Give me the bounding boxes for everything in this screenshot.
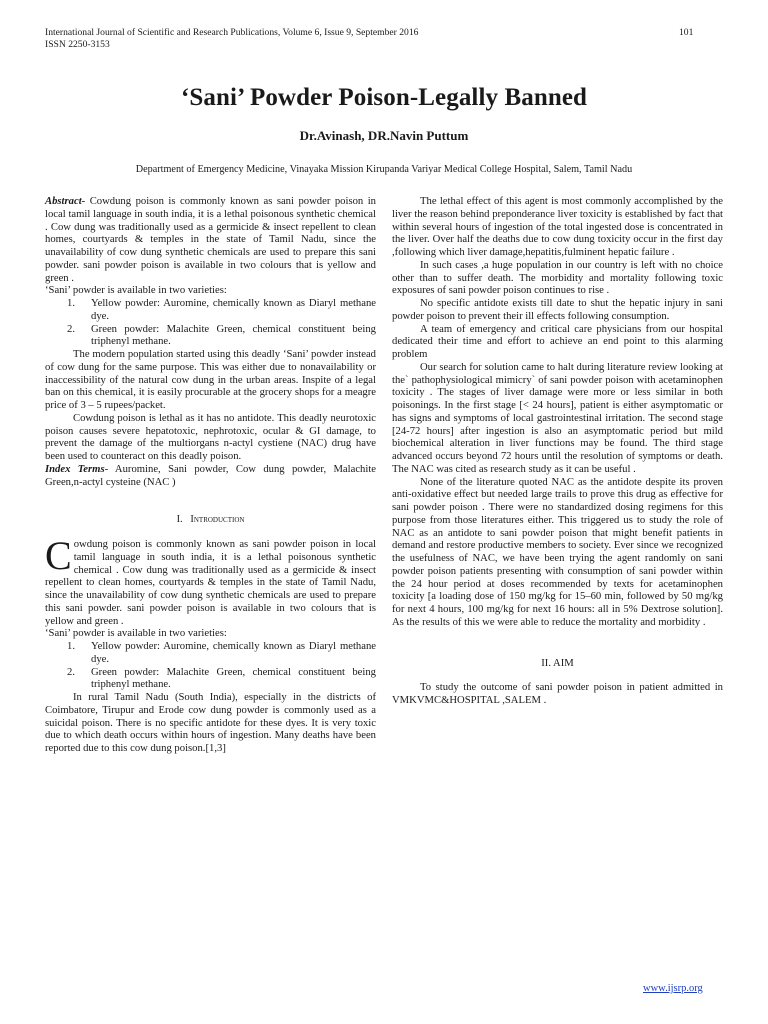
list-text: Yellow powder: Auromine, chemically known as Diaryl methane dye. <box>91 298 376 322</box>
intro-varieties-list <box>45 641 376 692</box>
body-paragraph: A team of emergency and critical care physicians from our hospital dedicated their time and effort to achieve an end point to this alarming problem <box>392 323 723 360</box>
paper-title: ‘Sani’ Powder Poison-Legally Banned <box>180 84 588 111</box>
abstract-label: Abstract- <box>45 196 86 207</box>
abstract-paragraph: Cowdung poison is lethal as it has no antidote. This deadly neurotoxic poison causes severe hepatotoxic, nephrotoxic, ocular & GI damage, to prevent the damage of the multiorgans n-actyl cystiene (NAC) drug have been used to counteract on this deadly poison. <box>45 412 376 462</box>
list-number: 1. <box>67 641 75 652</box>
list-text: Green powder: Malachite Green, chemical constituent being triphenyl methane. <box>91 666 376 691</box>
list-item <box>45 667 376 693</box>
section-heading-aim: II. AIM <box>541 657 574 669</box>
abstract-varieties-list <box>45 298 376 349</box>
index-terms <box>45 464 376 490</box>
body-paragraph: In such cases ,a huge population in our country is left with no choice other than to suffer death. The morbidity and mortality following toxic exposures of sani powder poison continues to rise . <box>392 259 723 297</box>
list-item <box>45 298 376 324</box>
list-item <box>45 324 376 350</box>
intro-text: owdung poison is commonly known as sani powder poison in local tamil language in south india, it is a lethal poisonous synthetic chemical . Cow dung was traditionally used as a germicide & insect repellent to clean homes, courtyards & temples in the state of Tamil Nadu, since the unavailability of cow dung synthetic chemicals are used to prepare this sani powder. sani powder poison is available in two colours that is yellow and green . <box>45 539 376 627</box>
list-text: Yellow powder: Auromine, chemically known as Diaryl methane dye. <box>91 641 376 665</box>
abstract-paragraph: The modern population started using this deadly ‘Sani’ powder instead of cow dung for the same purpose. This was either due to nonavailability or inaccessibility of the natural cow dung in the urban areas. Inspite of a legal ban on this chemical, it is easily procurable at the grocery shops for a meagre price of 3 – 5 rupees/packet. <box>45 349 376 411</box>
issn: ISSN 2250-3153 <box>45 39 110 50</box>
journal-header: International Journal of Scientific and Research Publications, Volume 6, Issue 9, September 2016 <box>45 27 419 38</box>
section-number: I. <box>176 514 183 526</box>
intro-paragraph: In rural Tamil Nadu (South India), especially in the districts of Coimbatore, Tirupur and Erode cow dung powder is commonly used as a suicidal poison. There is no specific antidote for these dyes. It is very toxic due to which death occurs within hours of ingestion. Many deaths have been reported due to this cow dung poison.[1,3] <box>45 692 376 754</box>
body-paragraph: None of the literature quoted NAC as the antidote despite its proven anti-oxidative effect but needed large trails to prove this drug as effective for sani powder poison . There were no standardized dosing regimens for this purpose from those literatures either. This triggered us to study the role of NAC as an antidote to sani powder poison that might benefit patients in demand and restore productive members to society. Ever since we recognized the usefulness of NAC, we have been trying the agent randomly on sani powder poison patients presenting with consumption of sani powder within the 24 hour period at doses recommended by texts for acetaminophen toxicity [a loading dose of 150 mg/kg for 15–60 min, followed by 50 mg/kg for next 4 hours, 100 mg/kg for next 16 hours: all in 5% Dextrose solution]. As the results of this we were able to reduce the mortality and morbidity . <box>392 476 723 628</box>
index-terms-label: Index Terms <box>45 463 105 475</box>
section-title: Introduction <box>190 514 245 526</box>
intro-paragraph <box>45 533 376 628</box>
list-number: 1. <box>67 298 75 309</box>
intro-varieties-intro: ‘Sani’ powder is available in two varieties: <box>45 628 227 640</box>
body-paragraph: Our search for solution came to halt during literature review looking at the` pathophysiological mimicry` of sani powder poison with acetaminophen toxicity . The stages of liver damage were more or less similar in both poisonings. In the first stage [< 24 hours], patient is either asymptomatic or has signs and symptoms of local gastrointestinal irritation. The second stage [24-72 hours] after ingestion is also an asymptomatic period but mild biochemical alteration in liver functions may be found. The third stage advanced occurs beyond 72 hours until the resolution of symptoms or death. The NAC was cited as research study as it can be useful . <box>392 361 723 475</box>
authors: Dr.Avinash, DR.Navin Puttum <box>299 128 469 143</box>
list-text: Green powder: Malachite Green, chemical constituent being triphenyl methane. <box>91 323 376 348</box>
abstract-text: Cowdung poison is commonly known as sani powder poison in local tamil language in south india, it is a lethal poisonous synthetic chemical . Cow dung was traditionally used as a germicide & insect repellent to clean homes, courtyards & temples in the state of Tamil Nadu, since the unavailability of cow dung synthetic chemicals are used to prepare this sani powder. sani powder poison is available in two colours that is yellow and green . <box>45 196 376 284</box>
journal-website-link[interactable]: www.ijsrp.org <box>643 983 703 994</box>
list-number: 2. <box>67 666 75 678</box>
list-number: 2. <box>67 323 75 335</box>
right-column <box>392 196 723 708</box>
body-paragraph: No specific antidote exists till date to shut the hepatic injury in sani powder poison to prevent their ill effects following consumption. <box>392 298 723 322</box>
left-column <box>45 196 376 756</box>
aim-paragraph: To study the outcome of sani powder poison in patient admitted in VMKVMC&HOSPITAL ,SALEM . <box>392 682 723 706</box>
section-heading-introduction <box>45 514 376 527</box>
index-terms-text: - Auromine, Sani powder, Cow dung powder, Malachite Green,n-actyl cysteine (NAC ) <box>45 463 377 488</box>
affiliation: Department of Emergency Medicine, Vinayaka Mission Kirupanda Variyar Medical College Hospital, Salem, Tamil Nadu <box>135 164 633 175</box>
abstract-varieties-intro: ‘Sani’ powder is available in two varieties: <box>45 285 227 297</box>
page-number: 101 <box>679 27 694 38</box>
drop-cap: C <box>45 533 72 578</box>
abstract <box>45 196 376 285</box>
body-paragraph: The lethal effect of this agent is most commonly accomplished by the liver the reason behind preponderance liver toxicity is established by fact that within several hours of ingestion of the total ingested dose is concentrated in the liver. Over half the deaths due to cow dung toxicity occur in the first day ,following which liver damage,hepatitis,fulminent hepatic failure . <box>392 196 723 258</box>
list-item <box>45 641 376 667</box>
